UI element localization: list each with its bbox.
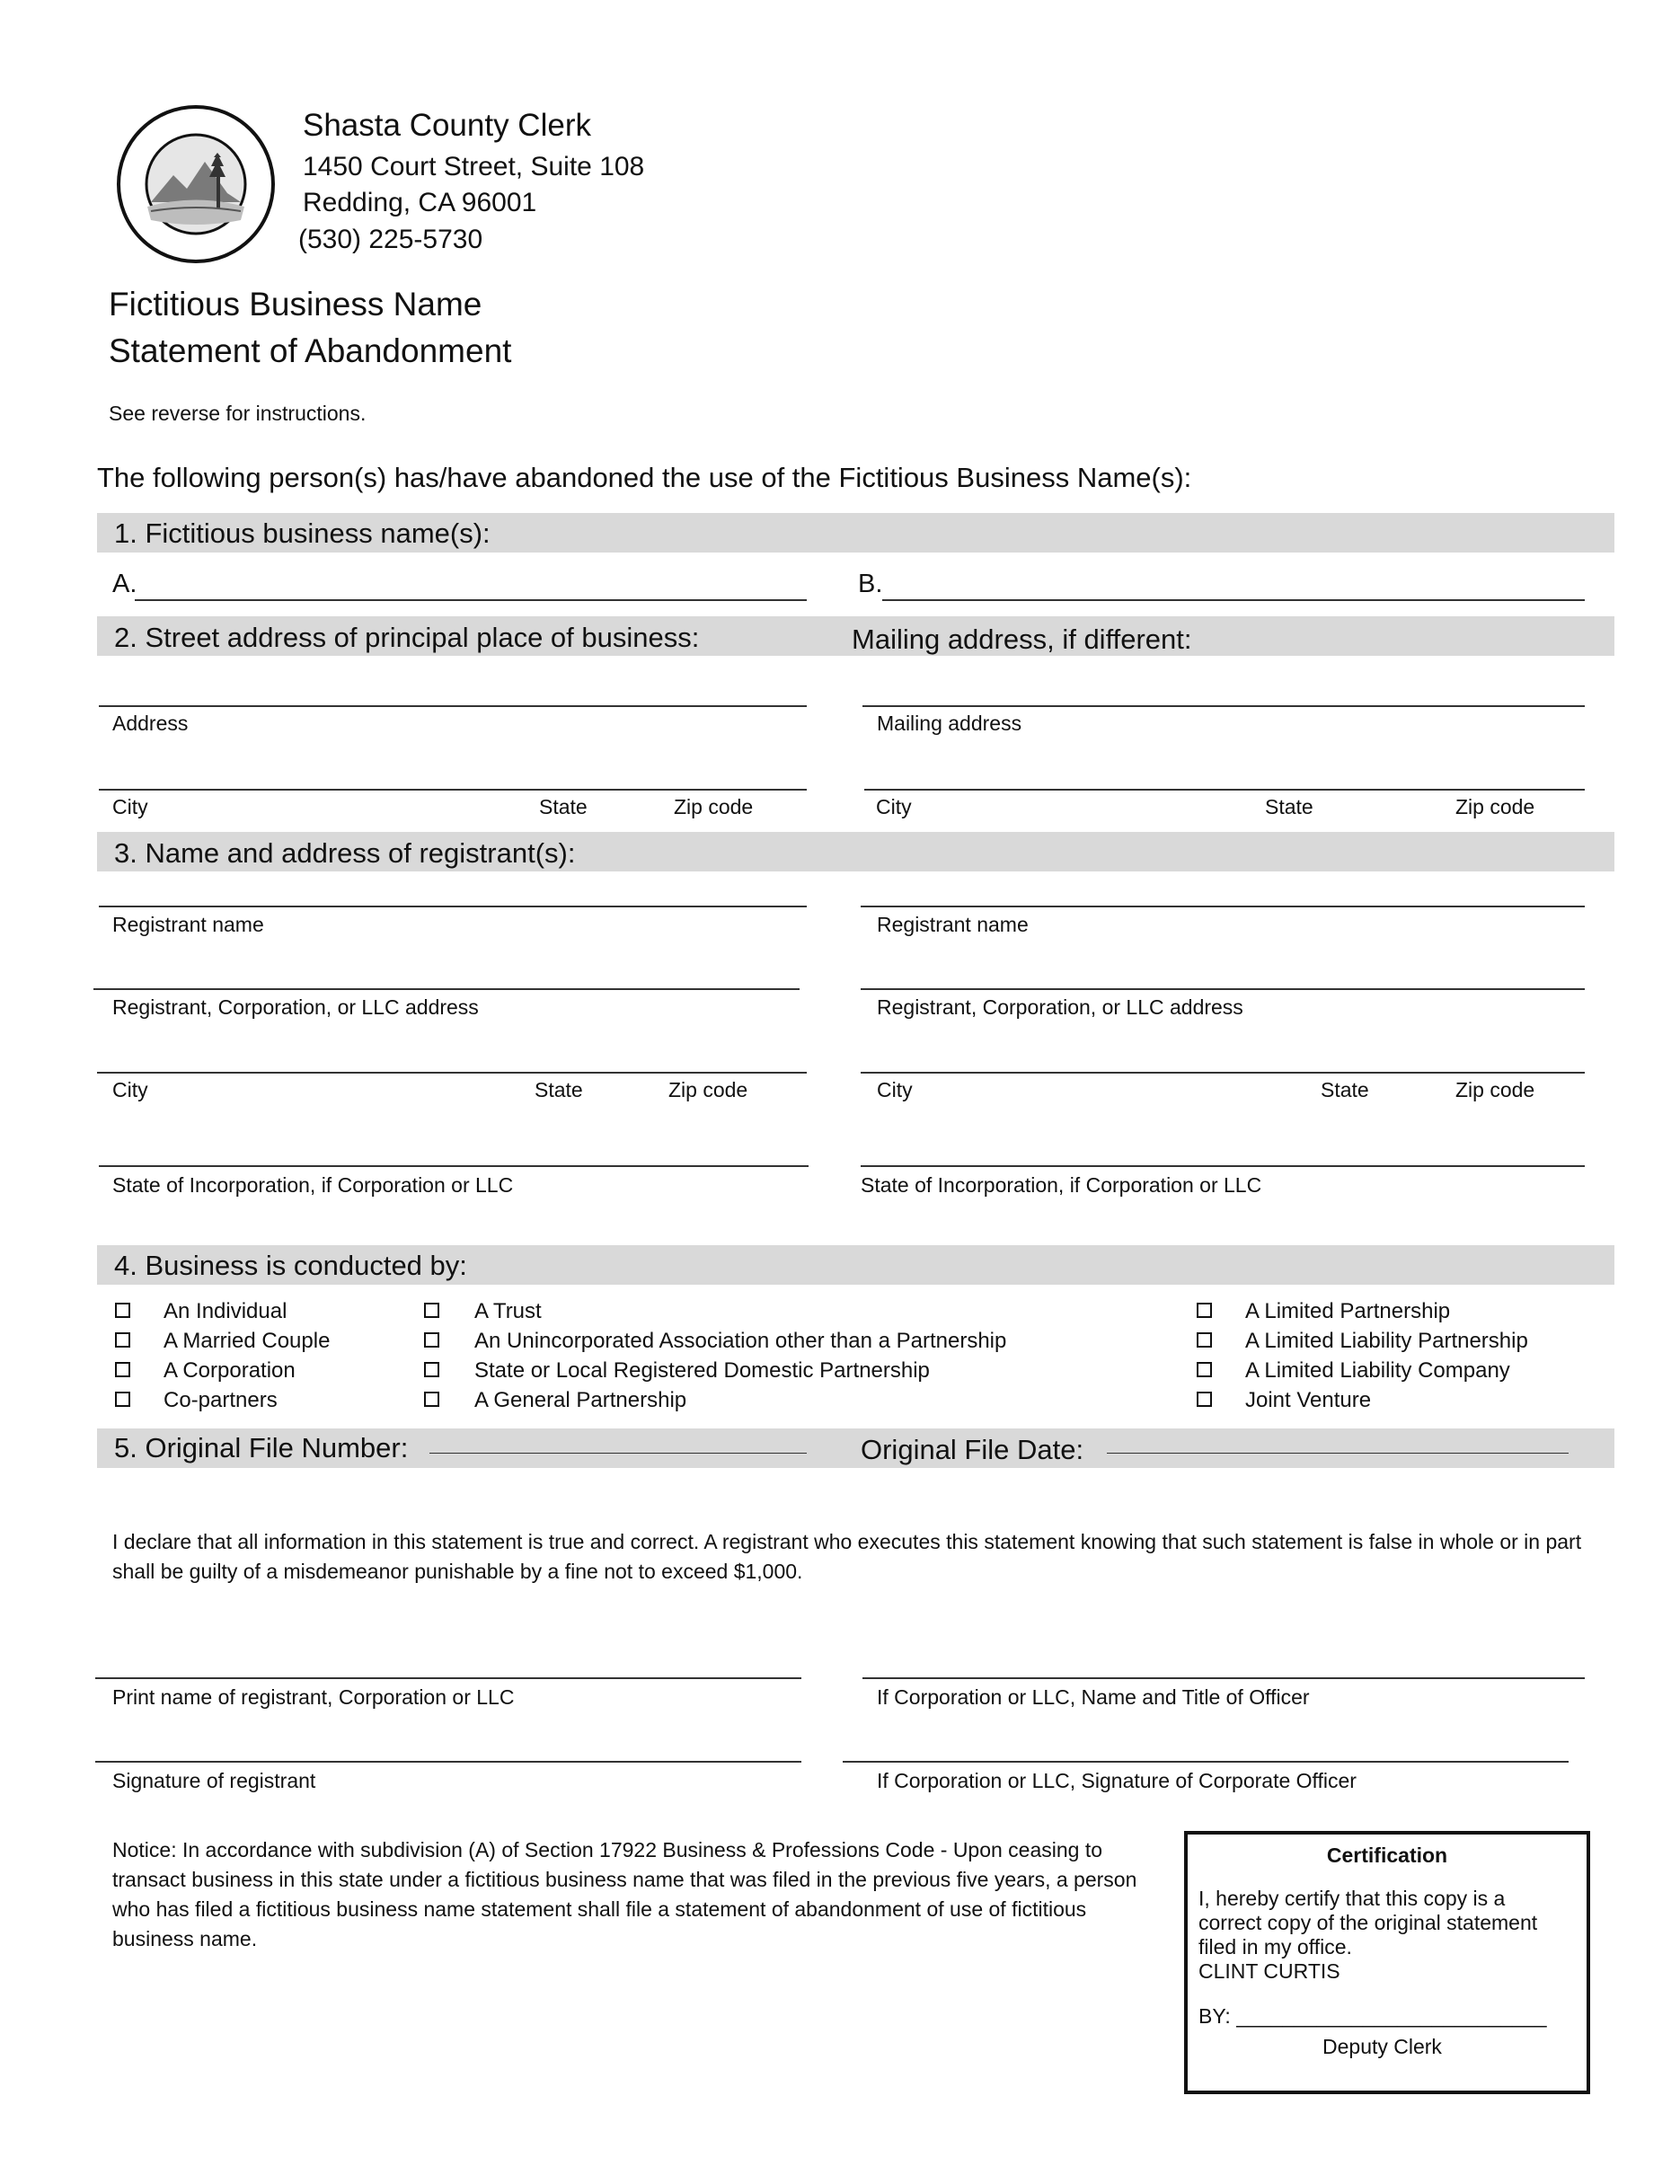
registrant-1-city-state-zip-field[interactable] — [97, 1072, 807, 1074]
checkbox-unincorporated-association[interactable] — [424, 1332, 439, 1348]
business-city-state-zip-field[interactable] — [99, 789, 807, 791]
option-unincorporated-association: An Unincorporated Association other than a Partnership — [474, 1329, 1007, 1353]
officer-signature-field[interactable] — [843, 1761, 1569, 1763]
office-address-line2: Redding, CA 96001 — [303, 188, 537, 217]
section-1-label: 1. Fictitious business name(s): — [114, 517, 491, 549]
certification-role: Deputy Clerk — [1322, 2035, 1442, 2058]
certification-title: Certification — [1326, 1844, 1448, 1867]
original-file-date-label: Original File Date: — [861, 1434, 1084, 1465]
option-joint-venture: Joint Venture — [1245, 1388, 1372, 1412]
original-file-number-field[interactable] — [429, 1453, 807, 1454]
checkbox-co-partners[interactable] — [115, 1392, 130, 1407]
print-name-caption: Print name of registrant, Corporation or LLC — [112, 1685, 515, 1709]
business-zip-caption: Zip code — [674, 795, 754, 818]
certification-body: I, hereby certify that this copy is a correct copy of the original statement filed in my office. — [1198, 1887, 1538, 1959]
option-llc: A Limited Liability Company — [1245, 1358, 1510, 1383]
mailing-city-caption: City — [876, 795, 912, 818]
registrant-2-zip-caption: Zip code — [1455, 1078, 1535, 1101]
registrant-1-address-field[interactable] — [93, 988, 800, 990]
registrant-2-city-state-zip-field[interactable] — [861, 1072, 1585, 1074]
form-title-line2: Statement of Abandonment — [109, 332, 512, 369]
registrant-2-name-field[interactable] — [861, 906, 1585, 907]
mailing-zip-caption: Zip code — [1455, 795, 1535, 818]
option-corporation: A Corporation — [164, 1358, 296, 1383]
checkbox-domestic-partnership[interactable] — [424, 1362, 439, 1377]
mailing-city-state-zip-field[interactable] — [864, 789, 1585, 791]
instructions-note: See reverse for instructions. — [109, 402, 367, 425]
registrant-1-city-caption: City — [112, 1078, 148, 1101]
checkbox-general-partnership[interactable] — [424, 1392, 439, 1407]
officer-name-field[interactable] — [862, 1677, 1585, 1679]
mailing-state-caption: State — [1265, 795, 1313, 818]
registrant-1-state-caption: State — [535, 1078, 583, 1101]
declaration-text: I declare that all information in this statement is true and correct. A registrant who executes this statement knowing that such statement is false in whole or in part shall be guilty of a misdemeanor punishable by a fine not to exceed $1,000. — [112, 1530, 1582, 1583]
print-name-field[interactable] — [95, 1677, 801, 1679]
option-trust: A Trust — [474, 1299, 542, 1323]
checkbox-limited-partnership[interactable] — [1197, 1303, 1212, 1318]
option-individual: An Individual — [164, 1299, 287, 1323]
registrant-1-incorporation-caption: State of Incorporation, if Corporation or LLC — [112, 1173, 514, 1197]
office-phone: (530) 225-5730 — [298, 225, 483, 254]
checkbox-joint-venture[interactable] — [1197, 1392, 1212, 1407]
registrant-2-name-caption: Registrant name — [877, 913, 1029, 936]
signature-field[interactable] — [95, 1761, 801, 1763]
business-name-b-label: B. — [858, 570, 883, 598]
option-limited-partnership: A Limited Partnership — [1245, 1299, 1451, 1323]
office-name: Shasta County Clerk — [303, 108, 591, 143]
section-2-mailing-label: Mailing address, if different: — [852, 623, 1192, 655]
certification-by-line: BY: ___________________________ — [1198, 2004, 1547, 2028]
officer-name-caption: If Corporation or LLC, Name and Title of Officer — [877, 1685, 1310, 1709]
mailing-address-field[interactable] — [862, 705, 1585, 707]
registrant-1-incorporation-field[interactable] — [99, 1165, 809, 1167]
business-name-a-label: A. — [112, 570, 137, 598]
intro-text: The following person(s) has/have abandoned the use of the Fictitious Business Name(s): — [97, 462, 1192, 493]
registrant-1-name-caption: Registrant name — [112, 913, 264, 936]
registrant-1-address-caption: Registrant, Corporation, or LLC address — [112, 995, 479, 1019]
officer-signature-caption: If Corporation or LLC, Signature of Corporate Officer — [877, 1769, 1357, 1792]
registrant-1-zip-caption: Zip code — [668, 1078, 748, 1101]
signature-caption: Signature of registrant — [112, 1769, 316, 1792]
checkbox-llp[interactable] — [1197, 1332, 1212, 1348]
option-co-partners: Co-partners — [164, 1388, 278, 1412]
section-5-label: 5. Original File Number: — [114, 1432, 409, 1463]
county-seal — [115, 103, 277, 265]
registrant-2-incorporation-field[interactable] — [861, 1165, 1585, 1167]
option-married-couple: A Married Couple — [164, 1329, 331, 1353]
checkbox-llc[interactable] — [1197, 1362, 1212, 1377]
registrant-2-state-caption: State — [1321, 1078, 1369, 1101]
checkbox-married-couple[interactable] — [115, 1332, 130, 1348]
section-2-label: 2. Street address of principal place of business: — [114, 622, 700, 653]
checkbox-corporation[interactable] — [115, 1362, 130, 1377]
registrant-2-city-caption: City — [877, 1078, 913, 1101]
checkbox-trust[interactable] — [424, 1303, 439, 1318]
form-title-line1: Fictitious Business Name — [109, 286, 482, 323]
address-caption: Address — [112, 712, 189, 735]
registrant-2-address-caption: Registrant, Corporation, or LLC address — [877, 995, 1243, 1019]
business-city-caption: City — [112, 795, 148, 818]
section-4-label: 4. Business is conducted by: — [114, 1250, 467, 1281]
registrant-2-address-field[interactable] — [861, 988, 1585, 990]
business-name-a-field[interactable] — [135, 599, 807, 601]
registrant-1-name-field[interactable] — [99, 906, 807, 907]
address-field[interactable] — [99, 705, 807, 707]
certification-clerk-name: CLINT CURTIS — [1198, 1959, 1340, 1983]
section-3-label: 3. Name and address of registrant(s): — [114, 837, 576, 869]
notice-text: Notice: In accordance with subdivision (A) of Section 17922 Business & Professions Code - Upon ceasing to transact business in this state under a fictitious business name that was filed in the previous five years, a person who has filed a fictitious business name statement shall file a statement of abandonment of use of fictitious business name. — [112, 1838, 1137, 1950]
option-llp: A Limited Liability Partnership — [1245, 1329, 1528, 1353]
business-name-b-field[interactable] — [882, 599, 1585, 601]
office-address-line1: 1450 Court Street, Suite 108 — [303, 152, 645, 181]
original-file-date-field[interactable] — [1107, 1453, 1569, 1454]
option-domestic-partnership: State or Local Registered Domestic Partnership — [474, 1358, 930, 1383]
mailing-address-caption: Mailing address — [877, 712, 1022, 735]
registrant-2-incorporation-caption: State of Incorporation, if Corporation or LLC — [861, 1173, 1262, 1197]
certification-box — [1184, 1831, 1590, 2094]
checkbox-individual[interactable] — [115, 1303, 130, 1318]
option-general-partnership: A General Partnership — [474, 1388, 687, 1412]
business-state-caption: State — [539, 795, 588, 818]
